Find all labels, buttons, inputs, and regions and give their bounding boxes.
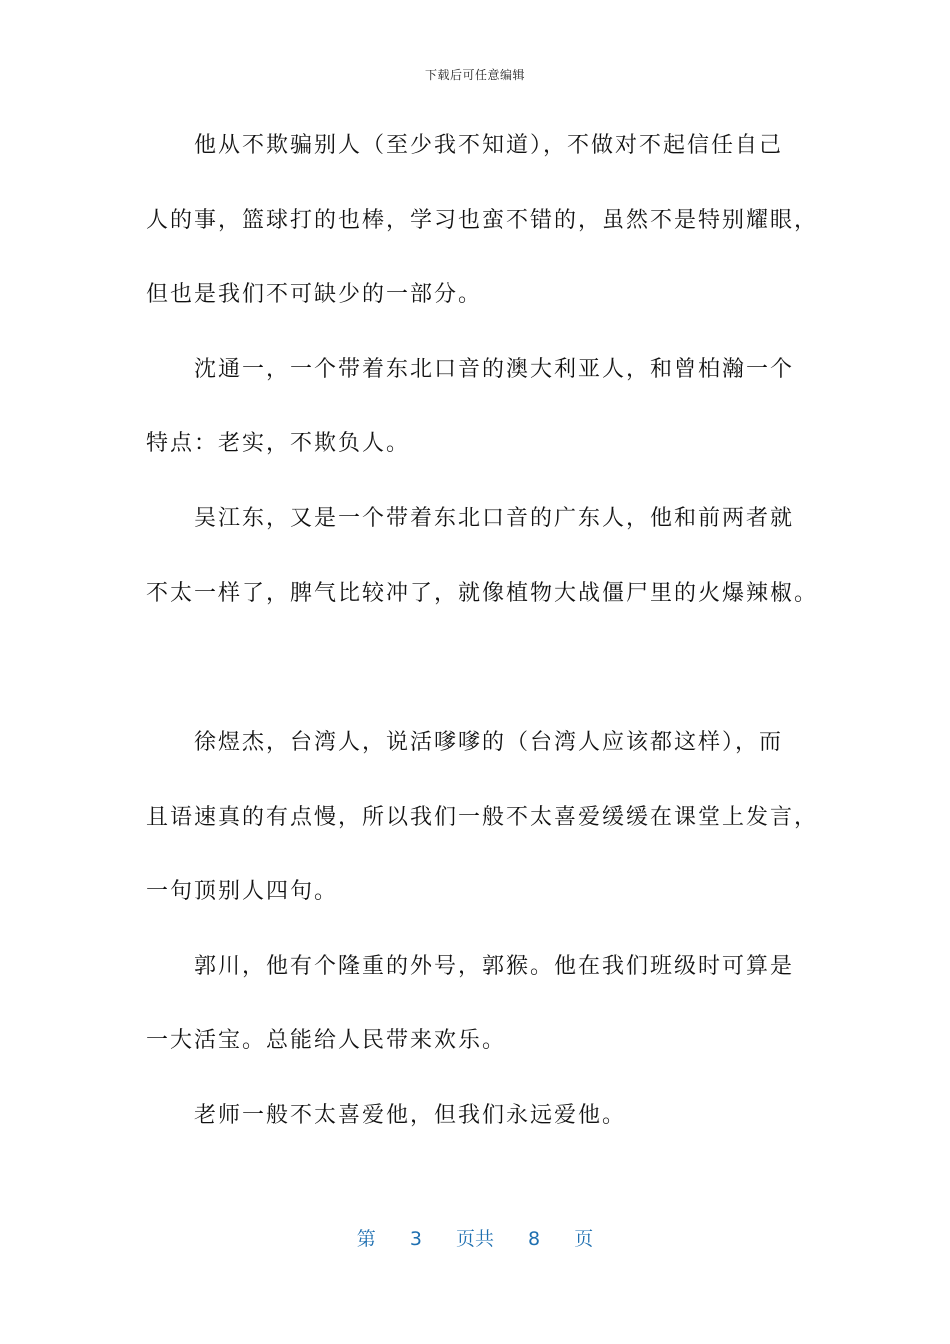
paragraph-line: 徐煜杰，台湾人，说活嗲嗲的（台湾人应该都这样），而: [194, 730, 784, 755]
paragraph-line: 沈通一，一个带着东北口音的澳大利亚人，和曾柏瀚一个: [194, 357, 795, 382]
paragraph-line: 他从不欺骗别人（至少我不知道），不做对不起信任自己: [194, 133, 784, 158]
paragraph-line: 郭川，他有个隆重的外号，郭猴。他在我们班级时可算是: [194, 954, 795, 979]
paragraph-line: 且语速真的有点慢，所以我们一般不太喜爱缓缓在课堂上发言，: [146, 805, 819, 830]
footer-di: 第: [356, 1228, 376, 1250]
page-header: 下载后可任意编辑: [424, 68, 525, 82]
footer-ye: 页: [574, 1228, 594, 1250]
page-footer: [0, 1224, 950, 1251]
paragraph-line: 但也是我们不可缺少的一部分。: [146, 282, 483, 307]
paragraph-line: 人的事，篮球打的也棒，学习也蛮不错的，虽然不是特别耀眼，: [146, 208, 819, 233]
paragraph-line: 一大活宝。总能给人民带来欢乐。: [146, 1028, 507, 1053]
paragraph-line: 不太一样了，脾气比较冲了，就像植物大战僵尸里的火爆辣椒。: [146, 581, 819, 606]
footer-page-number: 3: [409, 1228, 422, 1250]
paragraph-line: 一句顶别人四句。: [146, 879, 339, 904]
paragraph-line: 特点：老实，不欺负人。: [146, 431, 411, 456]
footer-total-pages: 8: [528, 1228, 541, 1250]
footer-ye-gong: 页共: [455, 1228, 494, 1250]
paragraph-line: 老师一般不太喜爱他，但我们永远爱他。: [194, 1103, 627, 1128]
paragraph-line: 吴江东，又是一个带着东北口音的广东人，他和前两者就: [194, 506, 795, 531]
